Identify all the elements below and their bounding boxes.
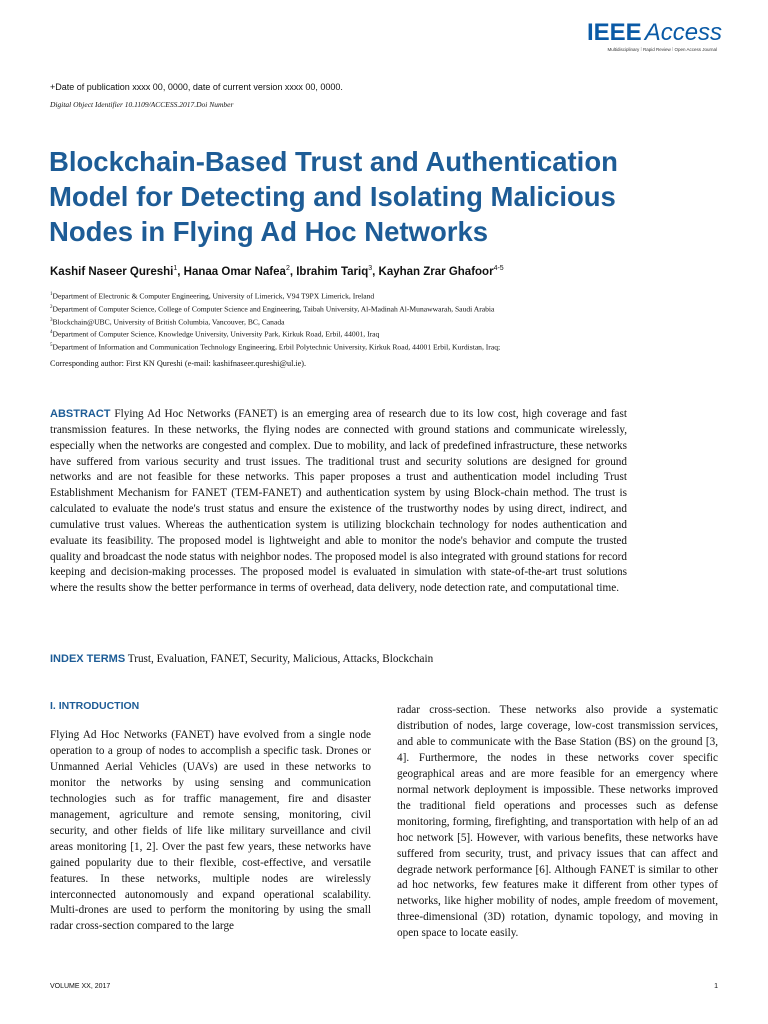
- author-name: Hanaa Omar Nafea: [183, 265, 286, 278]
- abstract-label: ABSTRACT: [50, 408, 111, 420]
- journal-logo: [587, 19, 723, 52]
- index-terms-label: INDEX TERMS: [50, 653, 126, 665]
- author-list: Kashif Naseer Qureshi$^1$, Hanaa Omar Nafea$^2$, Ibrahim Tariq$^3$, Kayhan Zrar Ghafoor$^{4-5}$: [50, 265, 504, 278]
- author-affil-mark: 2: [285, 265, 290, 272]
- author-affil-mark: 4-5: [493, 265, 504, 272]
- paper-title: Blockchain-Based Trust and Authentication Model for Detecting and Isolating Malicious Nodes in Flying Ad Hoc Networks: [49, 146, 618, 247]
- abstract: [50, 407, 627, 597]
- doi-line: Digital Object Identifier 10.1109/ACCESS.2017.Doi Number: [50, 100, 234, 109]
- index-terms-text: Trust, Evaluation, FANET, Security, Malicious, Attacks, Blockchain: [125, 653, 434, 665]
- body-column-right: radar cross-section. These networks also provide a systematic distribution of nodes, large coverage, low-cost transmission services, and able to communicate with the Base Station (BS) on the ground [3, 4]. Furthermore, the nodes in these networks cover specific geographical areas and are more feasible for an emergency where normal network deployment is impossible. These networks improved the traditional field operations and processes such as defense monitoring, forming, firefighting, and transportation with help of an ad hoc network [5]. However, with various benefits, these networks have suffered from security, trust, and privacy issues that can affect and degrade network performance [6]. Although FANET is similar to other ad hoc networks, few features make it different from other types of networks, like higher mobility of nodes, ample freedom of movement, three-dimensional (3D) rotation, dynamic topology, and moving in open space to locate easily.: [397, 704, 718, 940]
- author-name: Ibrahim Tariq: [296, 265, 369, 278]
- footer-volume: VOLUME XX, 2017: [50, 983, 111, 990]
- corresponding-author: Corresponding author: First KN Qureshi (e-mail: kashifnaseer.qureshi@ul.ie).: [50, 359, 307, 368]
- affiliation: $^3$Blockchain@UBC, University of British Columbia, Vancouver, BC, Canada: [50, 317, 285, 327]
- index-terms: [50, 652, 627, 667]
- author-name: Kayhan Zrar Ghafoor: [378, 265, 494, 278]
- footer-page-number: 1: [714, 983, 718, 990]
- publication-date: +Date of publication xxxx 00, 0000, date of current version xxxx 00, 0000.: [50, 82, 343, 92]
- affiliation: $^5$Department of Information and Communication Technology Engineering, Erbil Polytechnic University, Kirkuk Road, 44001 Erbil, Kurdistan, Iraq;: [50, 342, 501, 352]
- abstract-text: Flying Ad Hoc Networks (FANET) is an emerging area of research due to its low cost, high coverage and fast transmission features. In these networks, the flying nodes are connected with ground stations and communicate wirelessly, especially when the networks are congested and complex. Due to mobility, and lack of predefined infrastructure, these networks have suffered from various security and trust issues. The traditional trust and security solutions are designed for ground networks and are not feasible for these networks. This paper proposes a trust and authentication model including Trust Establishment Mechanism for FANET (TEM-FANET) and authentication system by using Block-chain method. The trust is calculated to evaluate the node's trust status and ensure the existence of the trustworthy nodes by using direct, indirect, and cumulative trust values. Whereas the authentication system is utilizing blockchain technology for nodes authentication and evaluate its feasibility. The proposed model is lightweight and able to monitor the node's behavior and compute the trusted quality and broadcast the node status with neighbor nodes. The proposed model is also integrated with ground stations for record keeping and decision-making processes. The proposed model is evaluated in simulation with state-of-the-art trust solutions where the results show the better performance in terms of overhead, data delivery, node detection rate, and computational time.: [50, 408, 627, 595]
- body-column-left: Flying Ad Hoc Networks (FANET) have evolved from a single node operation to a group of nodes to accomplish a specific task. Drones or Unmanned Aerial Vehicles (UAVs) are used in these networks to monitor the networks by using sensing and communication technologies such as for traffic management, fire and disaster management, agriculture and remote sensing, monitoring, civil security, and other fields of life like military surveillance and civil areas monitoring [1, 2]. Over the past few years, these networks have gained popularity due to their flexible, cost-effective, and versatile features. In these networks, multiple nodes are wirelessly interconnected autonomously and expand operational scalability. Multi-drones are used to perform the monitoring by using the small radar cross-section compared to the large: [50, 729, 371, 933]
- author-affil-mark: 3: [368, 265, 373, 272]
- journal-tagline: Multidisciplinary ⁞ Rapid Review ⁞ Open Access Journal: [607, 47, 717, 52]
- journal-logo-text: IEEE Access: [587, 19, 723, 46]
- affiliation-list: [50, 289, 730, 353]
- affiliation: $^2$Department of Computer Science, College of Computer Science and Engineering, Taibah University, Al-Madinah Al-Munawwarah, Saudi Arabia: [50, 304, 495, 314]
- section-heading-introduction: I. INTRODUCTION: [50, 700, 140, 712]
- affiliation: $^4$Department of Computer Science, Knowledge University, University Park, Kirkuk Road, Erbil, 44001, Iraq: [50, 330, 380, 340]
- author-affil-mark: 1: [173, 265, 178, 272]
- author-name: Kashif Naseer Qureshi: [50, 265, 174, 278]
- affiliation: $^1$Department of Electronic & Computer Engineering, University of Limerick, V94 T9PX Limerick, Ireland: [50, 291, 375, 301]
